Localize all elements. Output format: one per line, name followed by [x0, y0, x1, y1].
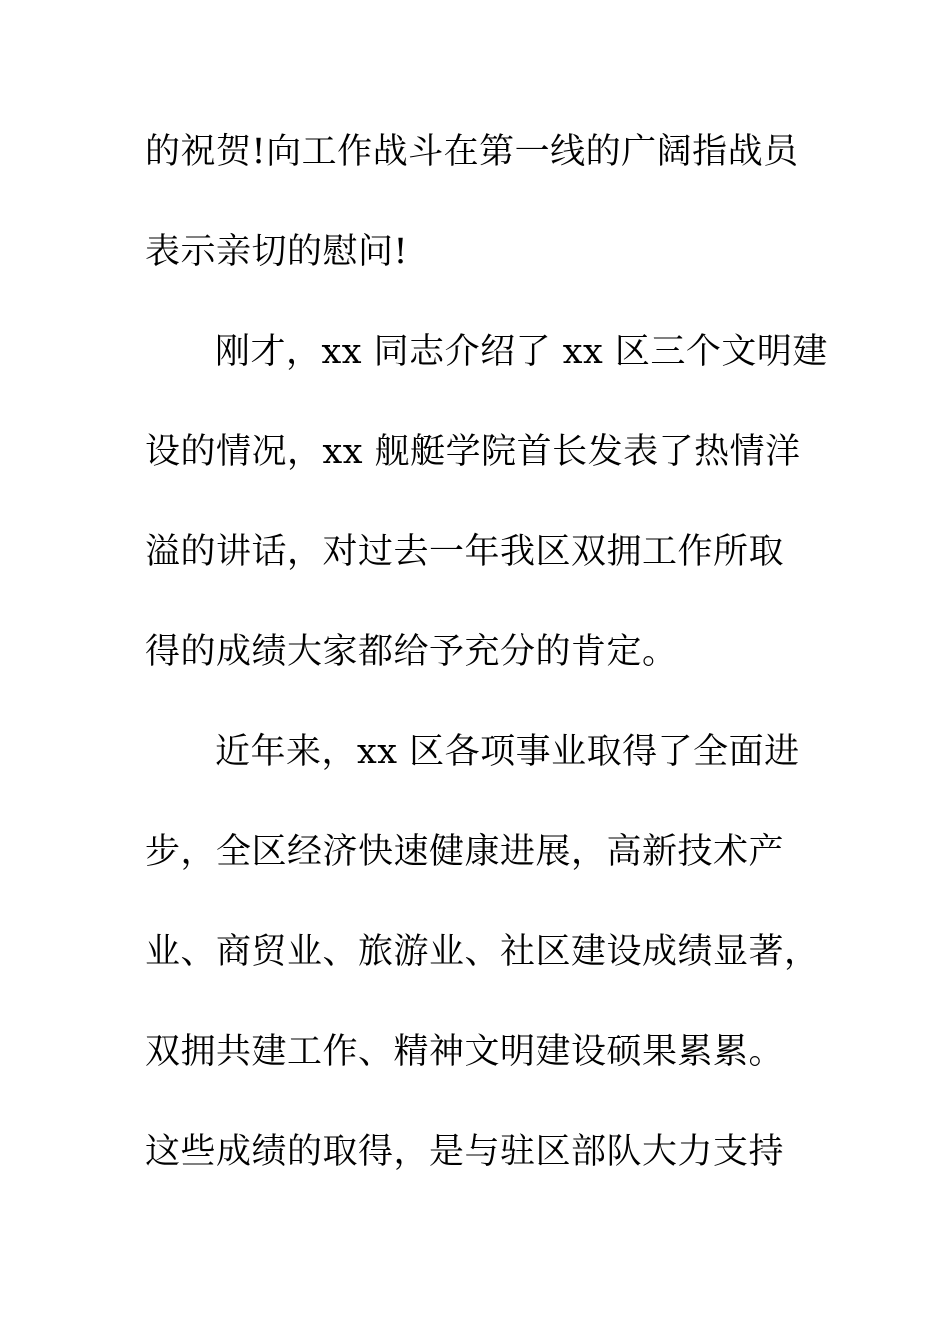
paragraph-2-line-2: 设的情况，xx 舰艇学院首长发表了热情洋: [145, 432, 801, 472]
paragraph-2-line-3: 溢的讲话，对过去一年我区双拥工作所取: [145, 532, 785, 572]
paragraph-3-line-1: 近年来，xx 区各项事业取得了全面进: [215, 732, 800, 772]
paragraph-3-line-2: 步，全区经济快速健康进展，高新技术产: [145, 832, 785, 872]
paragraph-3-line-5: 这些成绩的取得，是与驻区部队大力支持: [145, 1132, 785, 1172]
paragraph-3-line-4: 双拥共建工作、精神文明建设硕果累累。: [145, 1032, 785, 1072]
paragraph-3-line-3: 业、商贸业、旅游业、社区建设成绩显著，: [145, 932, 820, 972]
paragraph-2-line-4: 得的成绩大家都给予充分的肯定。: [145, 632, 678, 672]
paragraph-2-line-1: 刚才，xx 同志介绍了 xx 区三个文明建: [215, 332, 828, 372]
text-line-1: 的祝贺!向工作战斗在第一线的广阔指战员: [145, 132, 799, 172]
text-line-2: 表示亲切的慰问!: [145, 232, 409, 272]
